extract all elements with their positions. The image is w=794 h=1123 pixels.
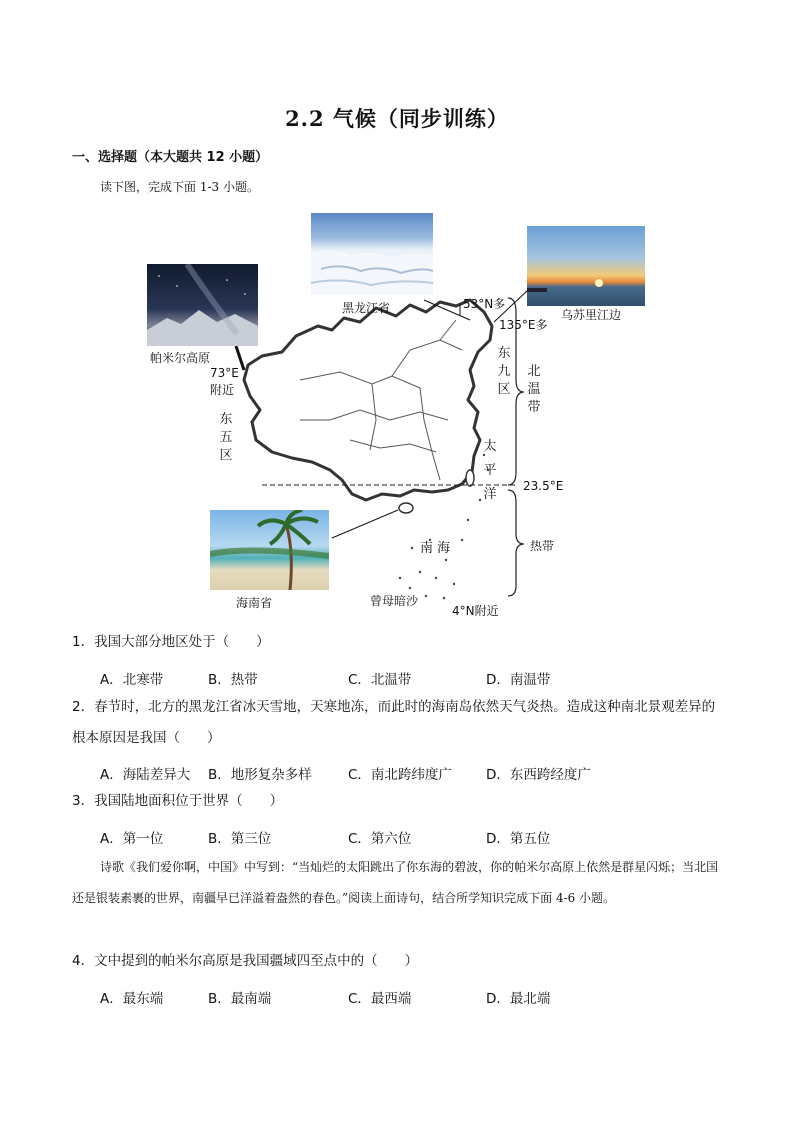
q4-option-c[interactable]: C．最西端 [348,991,412,1007]
label-zengmu: 曾母暗沙 [370,594,419,608]
q3-option-a[interactable]: A．第一位 [100,831,164,847]
q2-option-c[interactable]: C．南北跨纬度广 [348,767,452,783]
poem-passage: 诗歌《我们爱你啊，中国》中写到：“当灿烂的太阳跳出了你东海的碧波，你的帕米尔高原上依然是群星闪烁；当北国还是银装素裹的世界，南疆早已洋溢着盎然的春色。”阅读上面诗句，结合所学知识完成下面 4-6 小题。 [72,860,719,905]
label-lat235: 23.5°E [523,479,564,493]
q1-option-d[interactable]: D．南温带 [486,672,551,688]
q2-option-b[interactable]: B．地形复杂多样 [208,767,312,783]
label-lat53: 53°N多 [463,297,506,311]
label-hainan: 海南省 [236,596,273,610]
label-lon73: 73°E [210,366,239,380]
hainan-island [399,503,413,513]
question-3-stem: 3．我国陆地面积位于世界（ ） [72,793,284,809]
china-outline [244,300,492,500]
label-tropical: 热带 [530,539,555,553]
question-2-stem: 2．春节时，北方的黑龙江省冰天雪地，天寒地冻，而此时的海南岛依然天气炎热。造成这种南北景观差异的根本原因是我国（ ） [72,699,716,746]
label-lon73-near: 附近 [210,383,235,397]
label-wusuli: 乌苏里江边 [561,308,622,322]
question-1-stem: 1．我国大部分地区处于（ ） [72,634,270,650]
label-east5: 东五区 [219,412,233,463]
question-4-stem: 4．文中提到的帕米尔高原是我国疆域四至点中的（ ） [72,953,419,969]
label-east9: 东九区 [497,346,511,397]
q4-option-b[interactable]: B．最南端 [208,991,272,1007]
q4-option-d[interactable]: D．最北端 [486,991,551,1007]
page-title: 2.2 气候（同步训练） [285,106,509,131]
leader-hainan [332,510,398,538]
photo-hainan [210,510,329,590]
q1-option-b[interactable]: B．热带 [208,672,258,688]
photo-heilongjiang [311,213,433,295]
intro-text: 读下图，完成下面 1-3 小题。 [100,180,259,194]
q2-option-a[interactable]: A．海陆差异大 [100,767,191,783]
tropical-brace [508,490,524,596]
q1-option-a[interactable]: A．北寒带 [100,672,164,688]
q3-option-d[interactable]: D．第五位 [486,831,551,847]
label-pamir: 帕米尔高原 [150,351,211,365]
q2-option-d[interactable]: D．东西跨经度广 [486,767,591,783]
q1-option-c[interactable]: C．北温带 [348,672,412,688]
label-heilongjiang: 黑龙江省 [342,301,391,315]
label-lon135: 135°E多 [499,318,548,332]
taiwan-island [466,470,474,486]
label-nanhai: 南 海 [420,541,451,556]
section-heading: 一、选择题（本大题共 12 小题） [72,150,269,165]
label-lat4: 4°N附近 [452,604,499,618]
q3-option-c[interactable]: C．第六位 [348,831,412,847]
q4-option-a[interactable]: A．最东端 [100,991,164,1007]
photo-pamir [147,264,258,346]
photo-wusuli [527,226,645,306]
label-pacific: 太平洋 [483,439,497,502]
q3-option-b[interactable]: B．第三位 [208,831,272,847]
label-north-temperate: 北温带 [527,364,541,415]
